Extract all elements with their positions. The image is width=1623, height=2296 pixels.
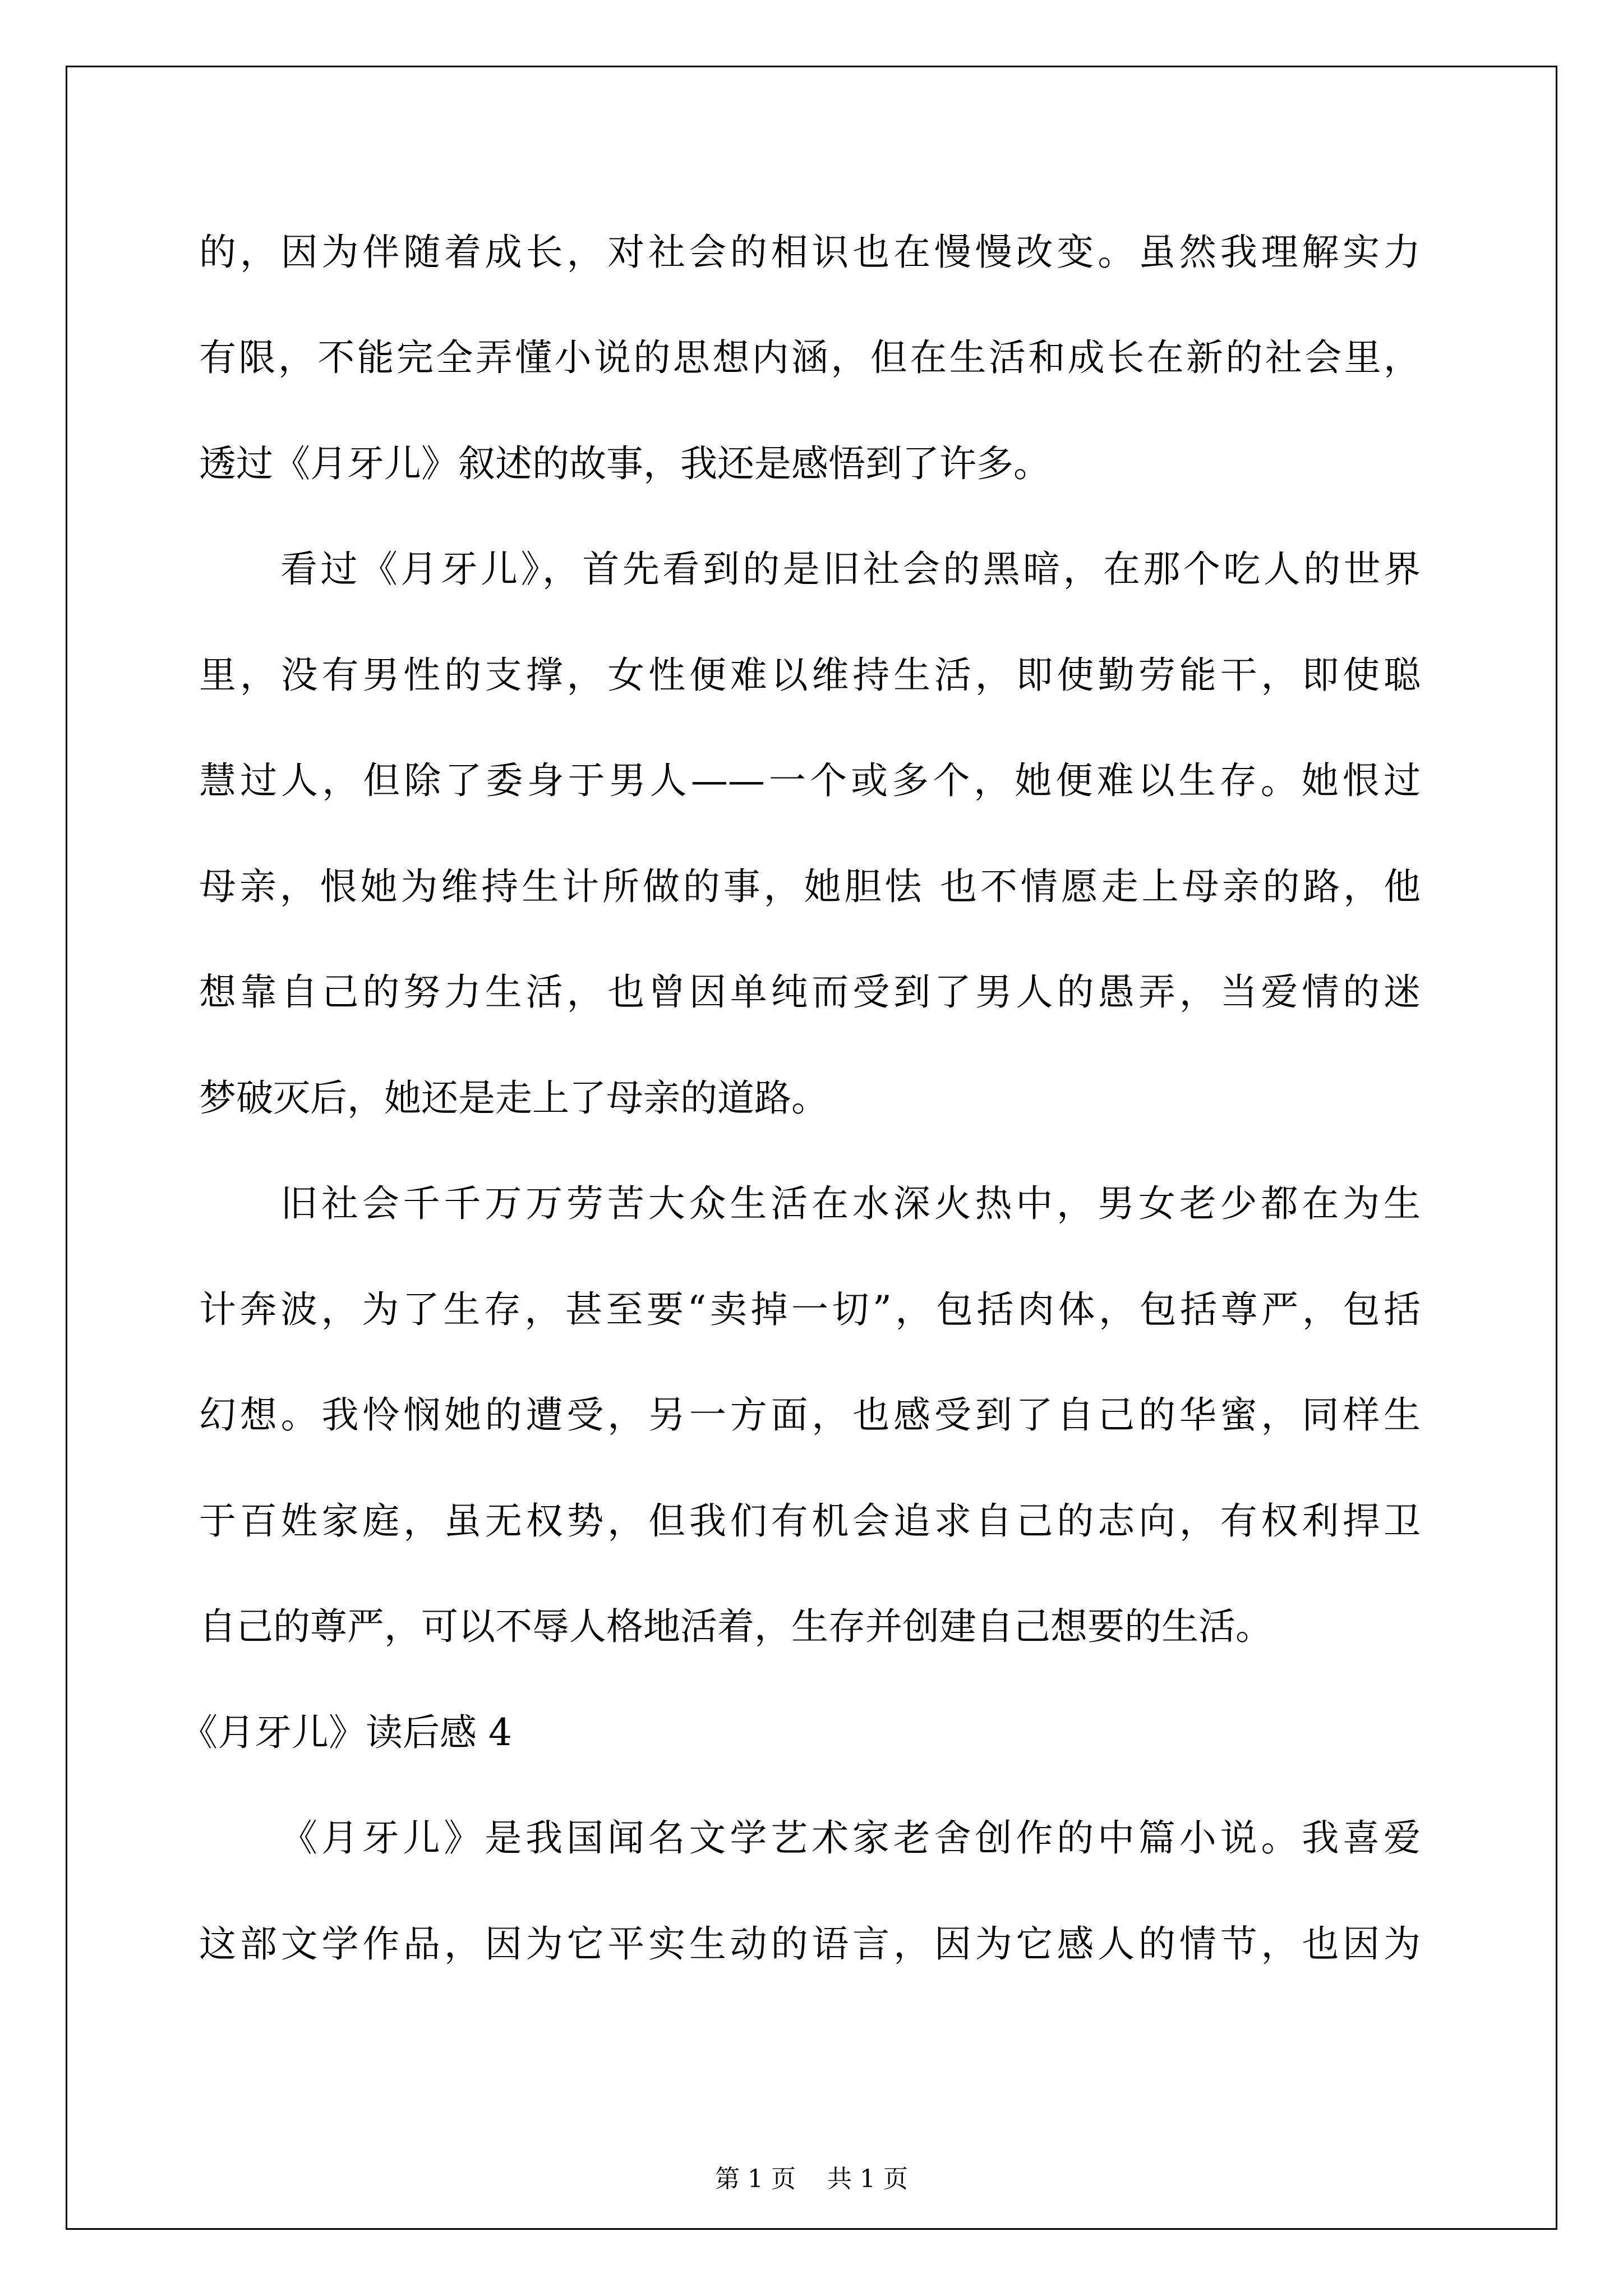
text-line: 这部文学作品，因为它平实生动的语言，因为它感人的情节，也因为 [199, 1922, 1421, 1966]
paragraph-first-line: 看过《月牙儿》，首先看到的是旧社会的黑暗，在那个吃人的世界 [280, 547, 1421, 591]
paragraph-first-line: 旧社会千千万万劳苦大众生活在水深火热中，男女老少都在为生 [280, 1182, 1421, 1225]
page-number: 第 1 页 [715, 2165, 796, 2193]
text-line: 慧过人，但除了委身于男人——一个或多个，她便难以生存。她恨过 [199, 759, 1421, 802]
text-line: 里，没有男性的支撑，女性便难以维持生活，即使勤劳能干，即使聪 [199, 654, 1421, 697]
text-line: 计奔波，为了生存，甚至要“卖掉一切”，包括肉体，包括尊严，包括 [199, 1288, 1421, 1331]
page-footer [0, 2164, 1623, 2194]
page-frame [66, 66, 1557, 2230]
text-line: 的，因为伴随着成长，对社会的相识也在慢慢改变。虽然我理解实力 [199, 231, 1421, 274]
text-line: 幻想。我怜悯她的遭受，另一方面，也感受到了自己的华蜜，同样生 [199, 1393, 1421, 1437]
text-line: 有限，不能完全弄懂小说的思想内涵，但在生活和成长在新的社会里， [199, 336, 1421, 379]
section-heading: 《月牙儿》读后感 4 [181, 1711, 512, 1754]
text-line: 母亲，恨她为维持生计所做的事，她胆怯 也不情愿走上母亲的路，他 [199, 865, 1421, 908]
text-line: 于百姓家庭，虽无权势，但我们有机会追求自己的志向，有权利捍卫 [199, 1499, 1421, 1543]
text-line: 想靠自己的努力生活，也曾因单纯而受到了男人的愚弄，当爱情的迷 [199, 970, 1421, 1014]
page-total: 共 1 页 [827, 2165, 908, 2193]
text-line: 自己的尊严，可以不辱人格地活着，生存并创建自己想要的生活。 [199, 1605, 1272, 1648]
text-line: 透过《月牙儿》叙述的故事，我还是感悟到了许多。 [199, 442, 1050, 485]
paragraph-first-line: 《月牙儿》是我国闻名文学艺术家老舍创作的中篇小说。我喜爱 [280, 1816, 1421, 1860]
text-line: 梦破灭后，她还是走上了母亲的道路。 [199, 1076, 828, 1120]
